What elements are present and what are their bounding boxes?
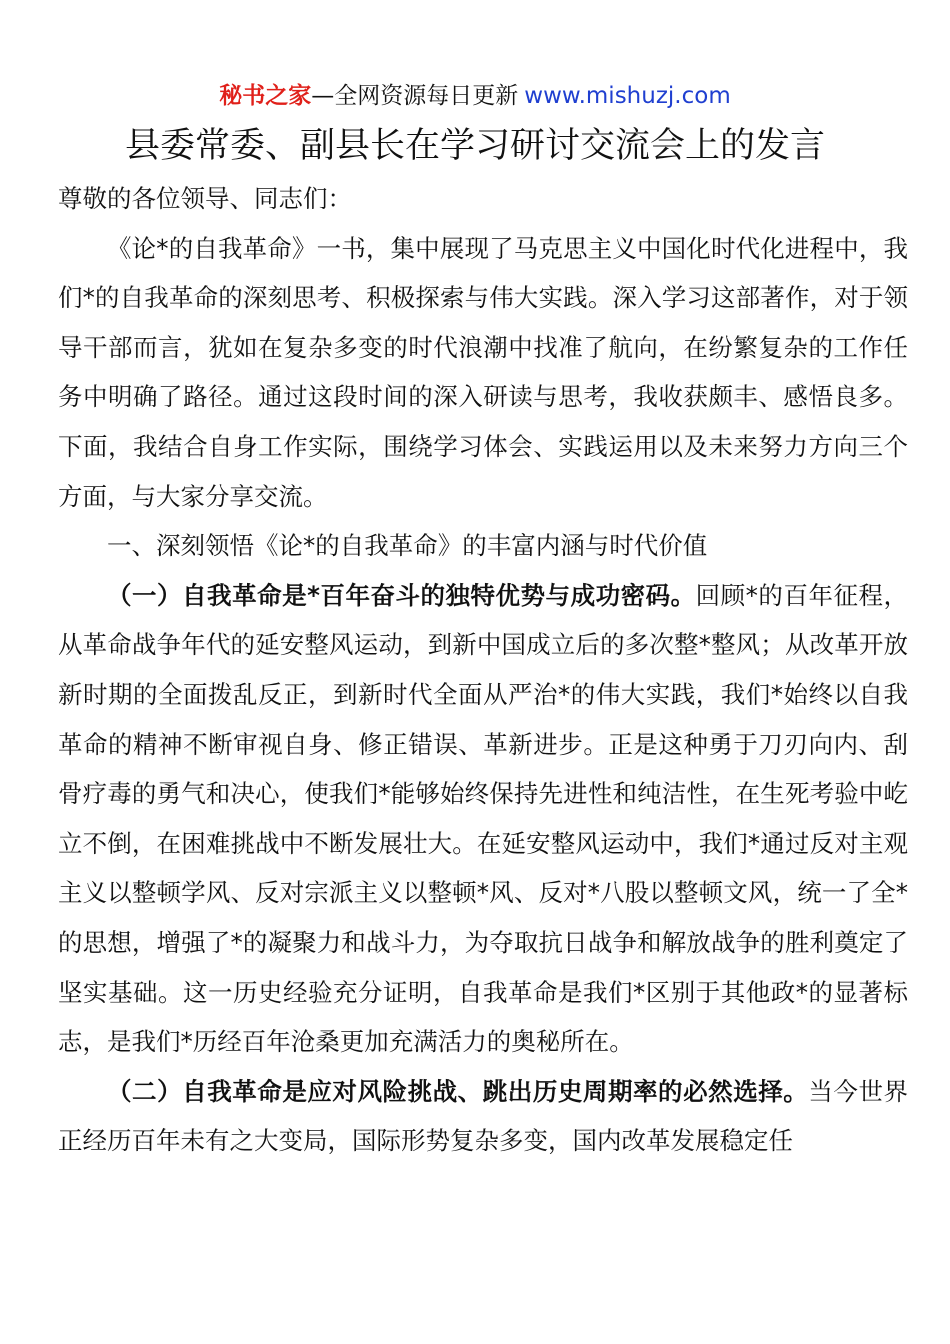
brand-name: 秘书之家 xyxy=(219,83,312,109)
document-title: 县委常委、副县长在学习研讨交流会上的发言 xyxy=(124,126,825,166)
header-tagline: —全网资源每日更新 xyxy=(311,83,519,109)
point-1-lead: （一）自我革命是*百年奋斗的独特优势与成功密码。 xyxy=(107,580,696,610)
salutation: 尊敬的各位领导、同志们： xyxy=(58,184,352,213)
point-2-lead: （二）自我革命是应对风险挑战、跳出历史周期率的必然选择。 xyxy=(107,1076,809,1106)
section-heading: 一、深刻领悟《论*的自我革命》的丰富内涵与时代价值 xyxy=(107,531,708,561)
site-url-link[interactable]: www.mishuzj.com xyxy=(524,83,731,109)
point-paragraph-2 xyxy=(58,1067,908,1166)
site-header xyxy=(0,80,950,112)
intro-paragraph: 《论*的自我革命》一书，集中展现了马克思主义中国化时代化进程中，我们*的自我革命的深刻思考、积极探索与伟大实践。深入学习这部著作，对于领导干部而言，犹如在复杂多变的时代浪潮中找准了航向，在纷繁复杂的工作任务中明确了路径。通过这段时间的深入研读与思考，我收获颇丰、感悟良多。下面，我结合自身工作实际，围绕学习体会、实践运用以及未来努力方向三个方面，与大家分享交流。 xyxy=(58,233,908,511)
point-1-body: 回顾*的百年征程，从革命战争年代的延安整风运动，到新中国成立后的多次整*整风；从改革开放新时期的全面拨乱反正，到新时代全面从严治*的伟大实践，我们*始终以自我革命的精神不断审视自身、修正错误、革新进步。正是这种勇于刀刃向内、刮骨疗毒的勇气和决心，使我们*能够始终保持先进性和纯洁性，在生死考验中屹立不倒，在困难挑战中不断发展壮大。在延安整风运动中，我们*通过反对主观主义以整顿学风、反对宗派主义以整顿*风、反对*八股以整顿文风，统一了全*的思想，增强了*的凝聚力和战斗力，为夺取抗日战争和解放战争的胜利奠定了坚实基础。这一历史经验充分证明，自我革命是我们*区别于其他政*的显著标志，是我们*历经百年沧桑更加充满活力的奥秘所在。 xyxy=(58,580,908,1057)
point-2-body: 当今世界正经历百年未有之大变局，国际形势复杂多变，国内改革发展稳定任 xyxy=(58,1076,909,1156)
document-body xyxy=(58,174,908,1166)
point-paragraph-1 xyxy=(58,571,908,1067)
